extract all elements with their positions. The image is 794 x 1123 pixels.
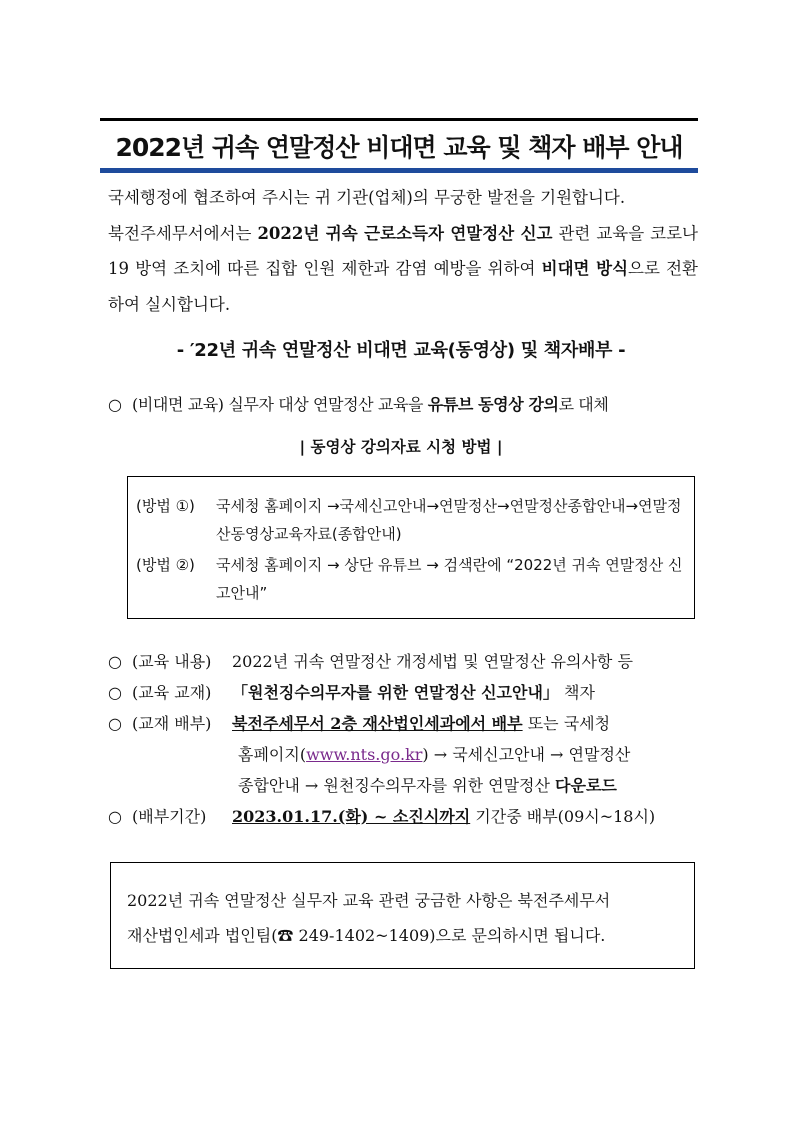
distribution-item: [108, 708, 700, 739]
bullet-circle: ○: [108, 714, 122, 733]
intro-text: 관련 교육을 코로나19 방역 조치에 따른 집합 인원 제한과 감염 예방을 위하여: [108, 223, 698, 278]
period-date: 2023.01.17.(화) ~ 소진시까지: [232, 807, 471, 826]
page-title: 2022년 귀속 연말정산 비대면 교육 및 책자 배부 안내: [115, 133, 683, 162]
method-text: 국세청 홈페이지 → 상단 유튜브 → 검색란에 “2022년 귀속 연말정산 신고안내”: [216, 556, 683, 602]
video-method-heading: | 동영상 강의자료 시청 방법 |: [299, 438, 503, 456]
distribution-text: 홈페이지(: [238, 745, 307, 764]
material-item: [108, 677, 700, 708]
bullet-circle: ○: [108, 807, 122, 826]
item-value: 2022년 귀속 연말정산 개정세법 및 연말정산 유의사항 등: [232, 652, 633, 671]
intro-line-2: [108, 216, 698, 323]
intro-emphasis: 2022년 귀속 근로소득자 연말정산 신고: [257, 223, 553, 243]
item-label: (배부기간): [132, 807, 207, 826]
distribution-text: ) → 국세신고안내 → 연말정산: [422, 745, 631, 764]
title-bottom-bar: [100, 168, 698, 173]
bullet-circle: ○: [108, 652, 122, 671]
title-top-rule: [100, 118, 698, 121]
period-item: [108, 801, 700, 832]
contact-box: [110, 862, 695, 969]
item-label: (교육 교재): [132, 683, 212, 702]
intro-paragraph: [108, 180, 698, 322]
item-value: [232, 677, 595, 708]
distribution-line-3: [108, 770, 700, 801]
book-suffix: 책자: [564, 683, 595, 702]
item-text: 실무자 대상 연말정산 교육을: [223, 395, 428, 414]
item-label: (교재 배부): [132, 714, 212, 733]
contact-line-1: 2022년 귀속 연말정산 실무자 교육 관련 궁금한 사항은 북전주세무서: [127, 891, 611, 910]
bullet-circle: ○: [108, 683, 122, 702]
item-value: [232, 708, 610, 739]
section-heading: - ′22년 귀속 연말정산 비대면 교육(동영상) 및 책자배부 -: [176, 340, 626, 361]
book-title: 「원천징수의무자를 위한 연말정산 신고안내」: [232, 683, 559, 702]
item-label: (비대면 교육): [132, 395, 224, 414]
method-box: [127, 476, 695, 619]
item-emphasis: 유튜브 동영상 강의: [427, 395, 559, 414]
download-text: 다운로드: [555, 776, 617, 795]
method-text: 국세청 홈페이지 →국세신고안내→연말정산→연말정산종합안내→연말정산동영상교육자료(종합안내): [216, 497, 682, 543]
distribution-line-2: [108, 739, 700, 770]
intro-text: 북전주세무서에서는: [108, 223, 258, 243]
intro-emphasis: 비대면 방식: [541, 259, 629, 278]
details-list: [108, 646, 700, 832]
bullet-circle: ○: [108, 395, 122, 414]
title-block: [100, 118, 698, 174]
distribution-place: 북전주세무서 2층 재산법인세과에서 배부: [232, 714, 523, 733]
intro-text: 으로 전환하여 실시합니다.: [108, 259, 698, 314]
content-item: [108, 646, 700, 677]
item-label: (교육 내용): [132, 652, 212, 671]
distribution-text: 종합안내 → 원천징수의무자를 위한 연말정산: [238, 776, 556, 795]
online-education-item: [108, 392, 700, 415]
method-tag: (방법 ②): [136, 556, 195, 574]
item-value: [232, 801, 655, 832]
distribution-or: 또는 국세청: [522, 714, 611, 733]
contact-line-2: 재산법인세과 법인팀(☎ 249-1402~1409)으로 문의하시면 됩니다.: [127, 926, 606, 945]
method-tag: (방법 ①): [136, 497, 195, 515]
nts-website-link[interactable]: www.nts.go.kr: [306, 745, 423, 764]
item-text: 로 대체: [558, 395, 609, 414]
period-rest: 기간중 배부(09시~18시): [470, 807, 656, 826]
intro-line-1: 국세행정에 협조하여 주시는 귀 기관(업체)의 무궁한 발전을 기원합니다.: [108, 188, 626, 207]
